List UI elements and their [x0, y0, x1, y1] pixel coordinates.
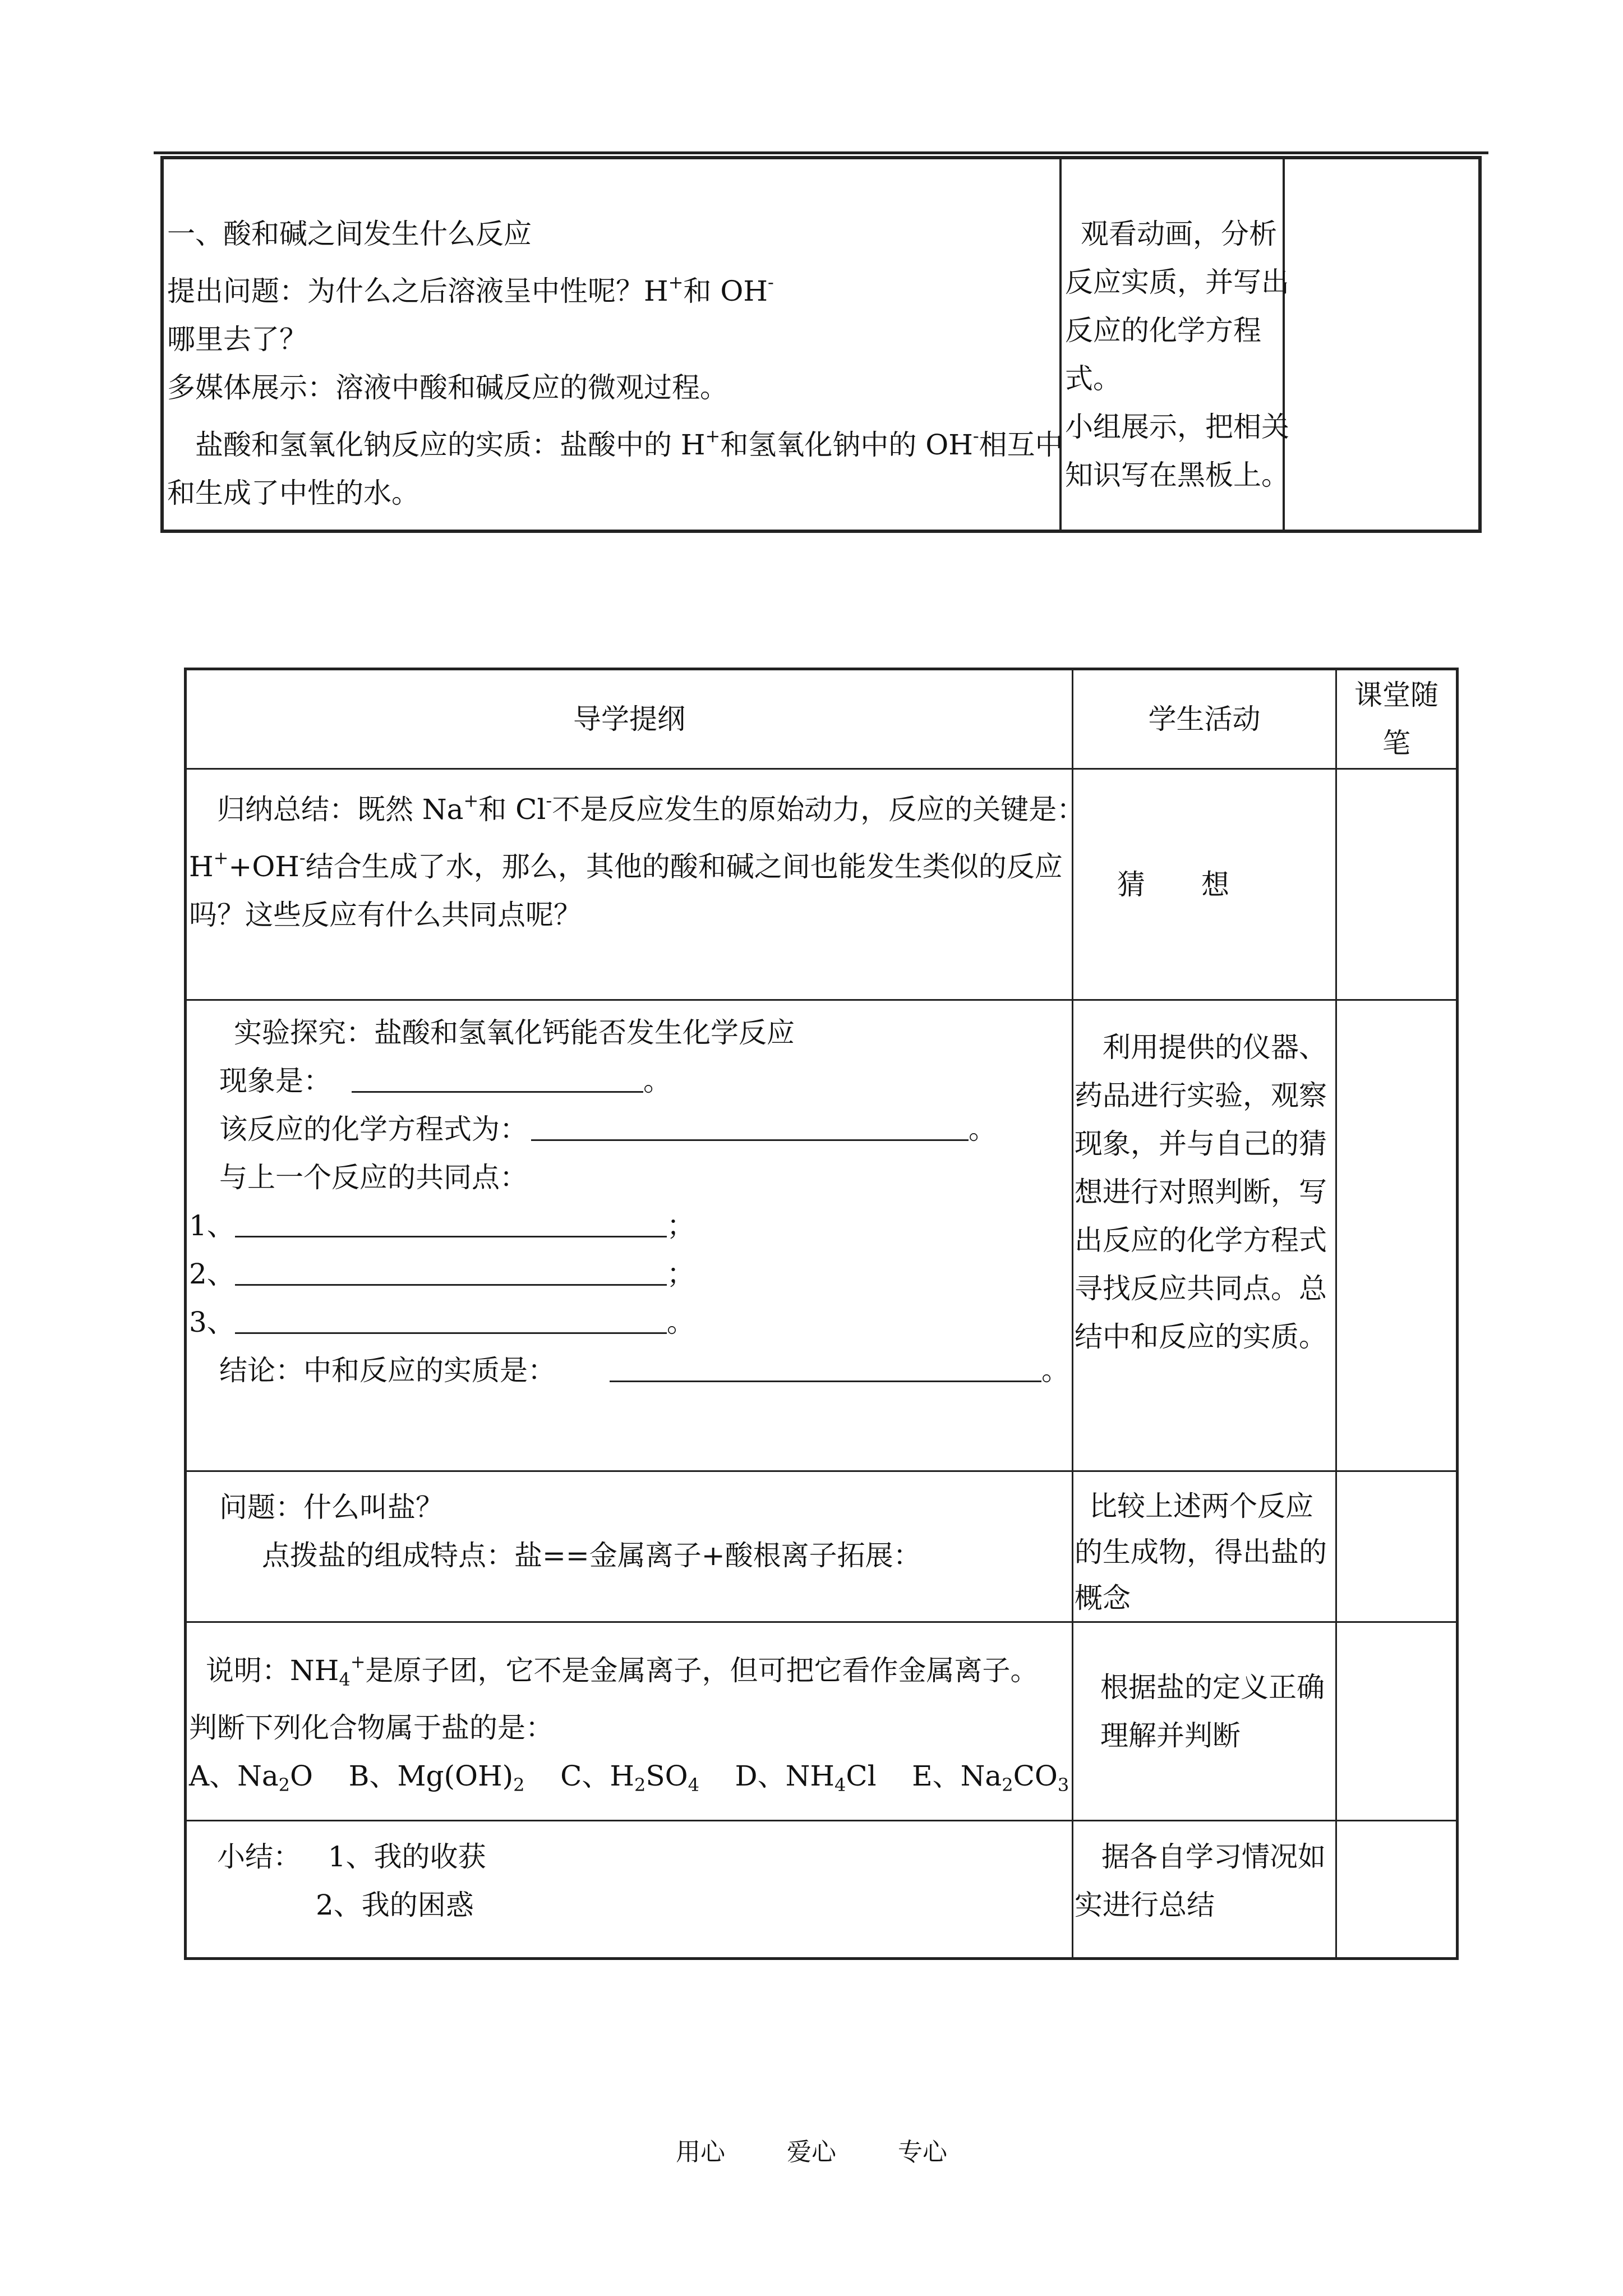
text-line: 知识写在黑板上。 [1065, 459, 1289, 491]
text-line: 结中和反应的实质。 [1075, 1320, 1327, 1353]
text-line: 哪里去了？ [167, 323, 307, 356]
text-line: 1、 ； [189, 1202, 1069, 1250]
notes-cell [1336, 1622, 1458, 1821]
text-line: 根据盐的定义正确 [1100, 1671, 1325, 1704]
text-line: H++OH-结合生成了水，那么，其他的酸和碱之间也能发生类似的反应 [189, 847, 1063, 883]
text-line: 多媒体展示：溶液中酸和碱反应的微观过程。 [167, 371, 728, 404]
activity-cell [1073, 1821, 1336, 1959]
outline-cell [162, 158, 1061, 531]
text-line: 实进行总结 [1075, 1889, 1215, 1921]
top-rule [154, 151, 1488, 154]
notes-cell [1336, 1821, 1458, 1959]
lesson-table-main [184, 668, 1459, 1960]
text-line: 寻找反应共同点。总 [1075, 1272, 1327, 1305]
answer-blank[interactable] [531, 1107, 969, 1141]
text-line: 盐酸和氢氧化钠反应的实质：盐酸中的 H+和氢氧化钠中的 OH-相互中 [195, 425, 1063, 461]
text-line: 2、 ； [189, 1250, 1069, 1298]
text-line: 说明：$NH_4^+$是原子团，它不是金属离子，但可把它看作金属离子。 [206, 1651, 1039, 1690]
answer-blank[interactable] [235, 1300, 667, 1334]
text-line: 现象是： 。 [189, 1057, 1069, 1105]
text-line: 反应的化学方程 [1065, 314, 1261, 347]
text-line: 现象，并与自己的猜 [1075, 1128, 1327, 1160]
text-line: 理解并判断 [1100, 1719, 1241, 1752]
text-line: 的生成物，得出盐的 [1075, 1536, 1327, 1568]
text-line: 比较上述两个反应 [1089, 1490, 1313, 1522]
text-line: 问题：什么叫盐？ [219, 1491, 444, 1524]
text-line: 观看动画，分析 [1081, 218, 1277, 250]
footer-text: 用心 [676, 2138, 725, 2166]
lesson-table-top [160, 156, 1482, 533]
notes-cell [1336, 769, 1458, 1000]
activity-cell [1073, 1471, 1336, 1622]
text-line: 该反应的化学方程式为： 。 [189, 1105, 1069, 1153]
footer-text: 专心 [898, 2138, 947, 2166]
activity-cell [1073, 769, 1336, 1000]
header-activity: 学生活动 [1073, 669, 1336, 769]
header-outline: 导学提纲 [186, 669, 1073, 769]
footer-text: 爱心 [787, 2138, 836, 2166]
text-line: 一、酸和碱之间发生什么反应 [167, 218, 532, 250]
text-line: 2、我的困惑 [316, 1889, 474, 1921]
notes-cell [1336, 1471, 1458, 1622]
notes-cell [1284, 158, 1480, 531]
text-line: 概念 [1075, 1582, 1131, 1614]
header-notes: 课堂随 笔 [1336, 669, 1458, 769]
text-line: 归纳总结：既然 Na+和 Cl-不是反应发生的原始动力，反应的关键是： [217, 790, 1085, 826]
answer-blank[interactable] [235, 1203, 667, 1237]
experiment-cell [186, 1000, 1073, 1471]
text-line: 提出问题：为什么之后溶液呈中性呢？H+和 OH- [167, 272, 774, 307]
wrapup-cell [186, 1821, 1073, 1959]
guess-label: 猜 想 [1117, 868, 1229, 901]
activity-cell [1073, 1622, 1336, 1821]
options-line: A、$Na_2O$ B、$Mg(OH)_2$ C、$H_2SO_4$ D、$NH_4Cl$ E、$Na_2CO_3$ [189, 1760, 1069, 1796]
text-line: 与上一个反应的共同点： [219, 1161, 528, 1194]
salt-question-cell [186, 1471, 1073, 1622]
text-line: 反应实质，并写出 [1065, 266, 1289, 298]
text-line: 药品进行实验，观察 [1075, 1079, 1327, 1112]
text-line: 实验探究：盐酸和氢氧化钙能否发生化学反应 [234, 1016, 795, 1049]
page-footer [0, 2132, 1623, 2168]
text-line: 出反应的化学方程式 [1075, 1224, 1327, 1257]
activity-cell [1061, 158, 1289, 531]
notes-cell [1336, 1000, 1458, 1471]
text-line: 小组展示，把相关 [1065, 411, 1289, 443]
text-line: 判断下列化合物属于盐的是： [189, 1711, 554, 1744]
text-line: 小结： 1、我的收获 [217, 1841, 486, 1873]
text-line: 利用提供的仪器、 [1103, 1031, 1327, 1064]
text-line: 3、 。 [189, 1298, 1069, 1346]
text-line: 吗？这些反应有什么共同点呢？ [189, 899, 582, 931]
activity-cell [1073, 1000, 1336, 1471]
answer-blank[interactable] [610, 1348, 1041, 1382]
answer-blank[interactable] [235, 1251, 667, 1286]
text-line: 式。 [1065, 362, 1121, 395]
text-line: 想进行对照判断，写 [1075, 1176, 1327, 1208]
text-line: 结论：中和反应的实质是： 。 [189, 1346, 1069, 1395]
text-line: 点拨盐的组成特点：盐==金属离子+酸根离子拓展： [262, 1539, 921, 1572]
summary-cell [186, 769, 1085, 1000]
text-line: 和生成了中性的水。 [167, 477, 419, 509]
text-line: 据各自学习情况如 [1101, 1841, 1326, 1873]
answer-blank[interactable] [352, 1059, 643, 1093]
salt-judge-cell [186, 1622, 1073, 1821]
